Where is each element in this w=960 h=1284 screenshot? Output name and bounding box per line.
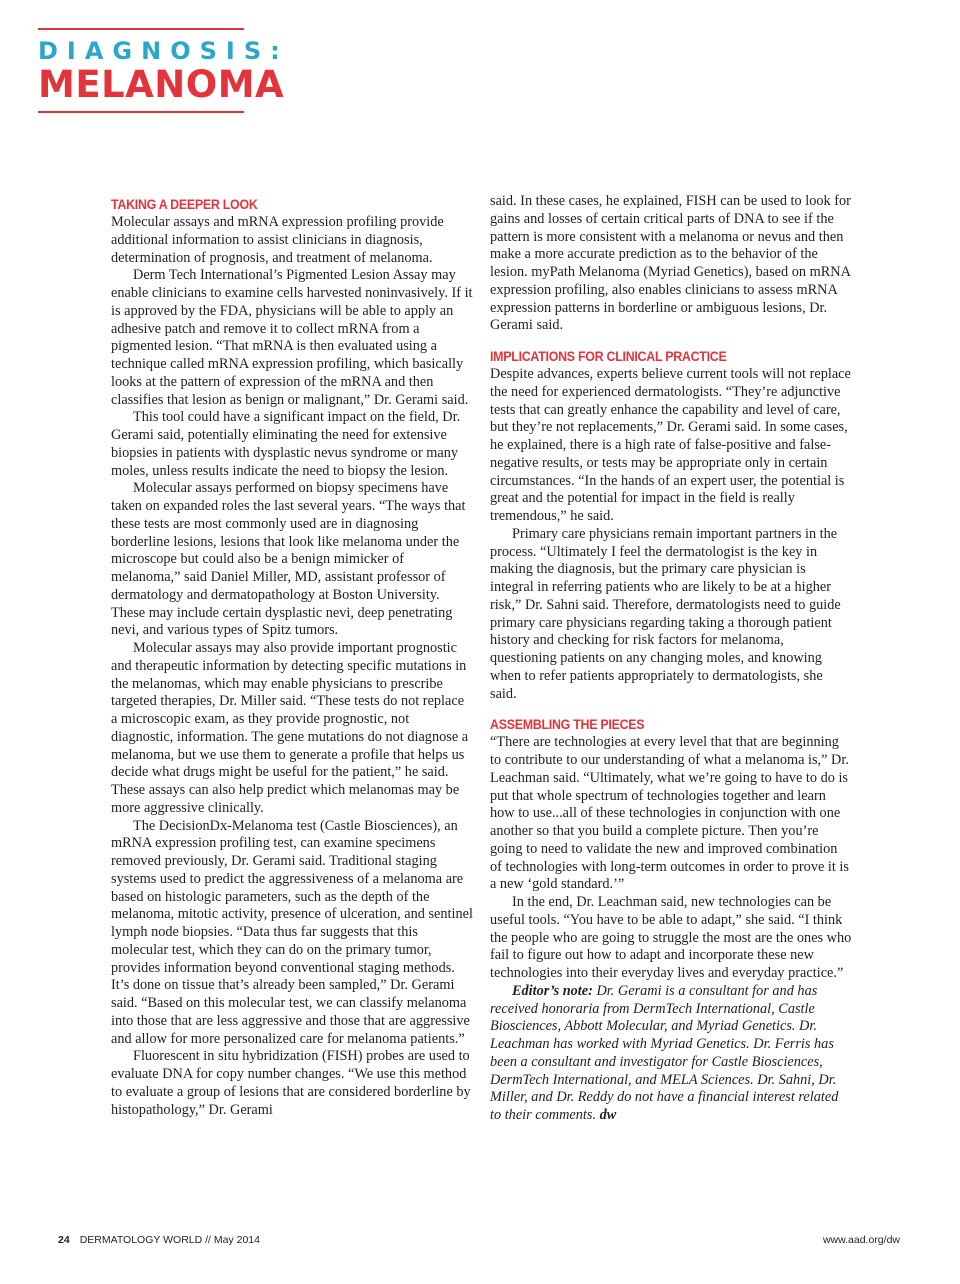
footer-left bbox=[58, 1234, 260, 1246]
paragraph: Primary care physicians remain important partners in the process. “Ultimately I feel the dermatologist is the key in making the diagnosis, but the primary care physician is integral in referring patients who are likely to be at a higher risk,” Dr. Sahni said. Therefore, dermatologists need to guide primary care physicians regarding taking a thorough patient history and checking for risk factors for melanoma, questioning patients on any changing moles, and knowing when to refer patients appropriately to dermatologists, she said. bbox=[490, 525, 841, 702]
article-column-right bbox=[490, 193, 852, 1125]
page-number: 24 bbox=[58, 1234, 70, 1246]
subheading-assembling-the-pieces: ASSEMBLING THE PIECES bbox=[490, 717, 645, 733]
paragraph: Molecular assays may also provide important prognostic and therapeutic information by detecting specific mutations in the melanomas, which may enable physicians to prescribe targeted therapies, Dr. Miller said. “These tests do not replace a microscopic exam, as they provide prognostic, not diagnostic, information. The gene mutations do not diagnose a melanoma, but we use them to generate a profile that helps us decide what drugs might be useful for the patient,” he said. These assays can also help predict which melanomas may be more aggressive clinically. bbox=[111, 640, 469, 816]
publication-info: DERMATOLOGY WORLD // May 2014 bbox=[79, 1234, 260, 1246]
paragraph: Despite advances, experts believe current tools will not replace the need for experienced dermatologists. “They’re adjunctive tests that can greatly enhance the capability and level of care, but they’re not replacements,” Dr. Gerami said. In some cases, he explained, there is a high rate of false-positive and false-negative results, or tests may be appropriate only in certain circumstances. “In the hands of an expert user, the potential is great and the potential for impact in the field is really tremendous,” he said. bbox=[490, 366, 851, 524]
section-title: MELANOMA bbox=[38, 63, 285, 106]
paragraph: “There are technologies at every level that that are beginning to contribute to our understanding of what a melanoma is,” Dr. Leachman said. “Ultimately, what we’re going to have to do is put that whole spectrum of technologies together and learn how to use...all of these technologies in conjunction with one another so that you build a complete picture. Then you’re going to need to validate the new and improved combination of technologies with long-term outcomes in order to prove it is a new ‘gold standard.’” bbox=[490, 734, 849, 893]
article-column-left bbox=[111, 196, 473, 1119]
paragraph: This tool could have a significant impact on the field, Dr. Gerami said, potentially eliminating the need for extensive biopsies in patients with dysplastic nevus syndrome or many moles, unless results indicate the need to biopsy the lesion. bbox=[111, 409, 461, 479]
section-header bbox=[38, 28, 289, 113]
editor-note bbox=[490, 983, 852, 1125]
paragraph: Derm Tech International’s Pigmented Lesion Assay may enable clinicians to examine cells harvested noninvasively. If it is approved by the FDA, physicians will be able to apply an adhesive patch and remove it to collect mRNA from a pigmented lesion. “That mRNA is then evaluated using a technique called mRNA expression profiling, which basically looks at the pattern of expression of the mRNA and then classifies that lesion as benign or malignant,” Dr. Gerami said. bbox=[111, 267, 473, 408]
header-bottom-rule bbox=[38, 111, 244, 113]
end-mark: dw bbox=[599, 1107, 617, 1123]
paragraph: The DecisionDx-Melanoma test (Castle Biosciences), an mRNA expression profiling test, can examine specimens removed previously, Dr. Gerami said. Traditional staging systems used to predict the aggressiveness of a melanoma are based on histologic parameters, such as the depth of the melanoma, mitotic activity, presence of ulceration, and sentinel lymph node biopsies. “Data thus far suggests that this molecular test, which they can do on the primary tumor, provides information beyond conventional staging methods. It’s done on tissue that’s already been sampled,” Dr. Gerami said. “Based on this molecular test, we can classify melanoma into those that are less aggressive and those that are aggressive and allow for more personalized care for melanoma patients.” bbox=[111, 817, 473, 1047]
paragraph: Fluorescent in situ hybridization (FISH) probes are used to evaluate DNA for copy number changes. “We use this method to evaluate a group of lesions that are considered borderline by histopathology,” Dr. Gerami bbox=[111, 1048, 471, 1118]
paragraph: Molecular assays and mRNA expression profiling provide additional information to assist clinicians in diagnosis, determination of prognosis, and treatment of melanoma. bbox=[111, 214, 444, 266]
footer-url: www.aad.org/dw bbox=[822, 1234, 900, 1246]
section-kicker: DIAGNOSIS: bbox=[38, 37, 289, 65]
editor-note-label: Editor’s note: bbox=[512, 982, 593, 999]
paragraph: In the end, Dr. Leachman said, new technologies can be useful tools. “You have to be able to adapt,” she said. “I think the people who are going to struggle the most are the ones who fail to figure out how to adapt and incorporate these new technologies into their everyday lives and everyday practice.” bbox=[490, 894, 852, 981]
paragraph: Molecular assays performed on biopsy specimens have taken on expanded roles the last several years. “The ways that these tests are most commonly used are in diagnosing borderline lesions, lesions that look like melanoma under the microscope but could also be a benign mimicker of melanoma,” said Daniel Miller, MD, assistant professor of dermatology and dermatopathology at Boston University. These may include certain dysplastic nevi, deep penetrating nevi, and various types of Spitz tumors. bbox=[111, 480, 466, 639]
subheading-implications: IMPLICATIONS FOR CLINICAL PRACTICE bbox=[490, 349, 727, 364]
paragraph-continuation: said. In these cases, he explained, FISH can be used to look for gains and losses of certain critical parts of DNA to see if the pattern is more consistent with a melanoma or nevus and then make a more accurate prediction as to the behavior of the lesion. myPath Melanoma (Myriad Genetics), based on mRNA expression profiling, also enables clinicians to assess mRNA expression patterns in borderline or ambiguous lesions, Dr. Gerami said. bbox=[490, 193, 851, 334]
subheading-taking-a-deeper-look: TAKING A DEEPER LOOK bbox=[111, 197, 258, 212]
header-top-rule bbox=[38, 28, 244, 30]
editor-note-text: Dr. Gerami is a consultant for and has received honoraria from DermTech International, Castle Biosciences, Abbott Molecular, and Myriad Genetics. Dr. Leachman has worked with Myriad Genetics. Dr. Ferris has been a consultant and investigator for Castle Biosciences, DermTech International, and MELA Sciences. Dr. Sahni, Dr. Miller, and Dr. Reddy do not have a financial interest related to their comments. bbox=[490, 982, 839, 1123]
